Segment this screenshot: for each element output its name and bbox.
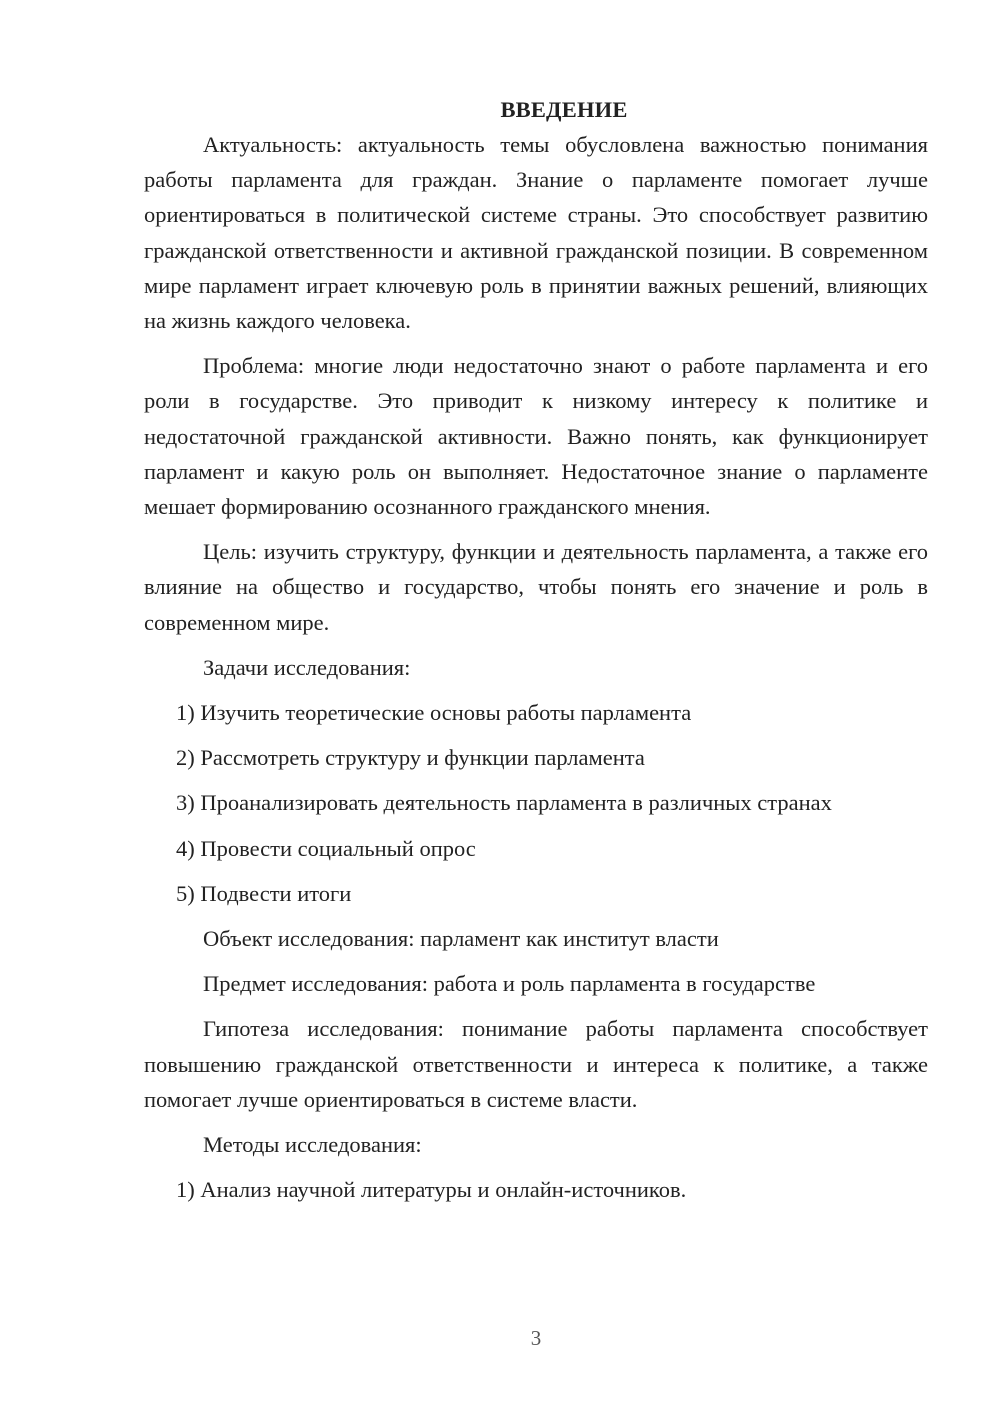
section-heading: ВВЕДЕНИЕ [500, 97, 628, 122]
list-item: 3) Проанализировать деятельность парламента в различных странах [176, 790, 832, 816]
tasks-list [144, 695, 928, 911]
list-item: 1) Изучить теоретические основы работы парламента [176, 700, 692, 726]
object-paragraph: Объект исследования: парламент как институт власти [203, 926, 719, 952]
methods-list [144, 1172, 928, 1207]
page-number: 3 [530, 1326, 542, 1350]
hypothesis-paragraph: Гипотеза исследования: понимание работы парламента способствует повышению гражданской ответственности и интереса к политике, а также помогает лучше ориентироваться в системе власти. [144, 1016, 928, 1112]
relevance-paragraph: Актуальность: актуальность темы обусловлена важностью понимания работы парламента для граждан. Знание о парламенте помогает лучше ориентироваться в политической системе страны. Это способствует развитию гражданской ответственности и активной гражданской позиции. В современном мире парламент играет ключевую роль в принятии важных решений, влияющих на жизнь каждого человека. [144, 132, 928, 334]
page-body [144, 92, 928, 1207]
goal-paragraph: Цель: изучить структуру, функции и деятельность парламента, а также его влияние на общество и государство, чтобы понять его значение и роль в современном мире. [144, 539, 928, 635]
list-item: 4) Провести социальный опрос [176, 835, 476, 861]
problem-paragraph: Проблема: многие люди недостаточно знают о работе парламента и его роли в государстве. Это приводит к низкому интересу к политике и недостаточной гражданской активности. Важно понять, как функционирует парламент и какую роль он выполняет. Недостаточное знание о парламенте мешает формированию осознанного гражданского мнения. [144, 353, 928, 520]
tasks-title: Задачи исследования: [203, 654, 411, 680]
list-item: 1) Анализ научной литературы и онлайн-источников. [176, 1177, 687, 1203]
methods-title: Методы исследования: [203, 1132, 422, 1158]
list-item: 2) Рассмотреть структуру и функции парламента [176, 745, 645, 771]
list-item: 5) Подвести итоги [176, 880, 352, 906]
subject-paragraph: Предмет исследования: работа и роль парламента в государстве [203, 971, 816, 997]
